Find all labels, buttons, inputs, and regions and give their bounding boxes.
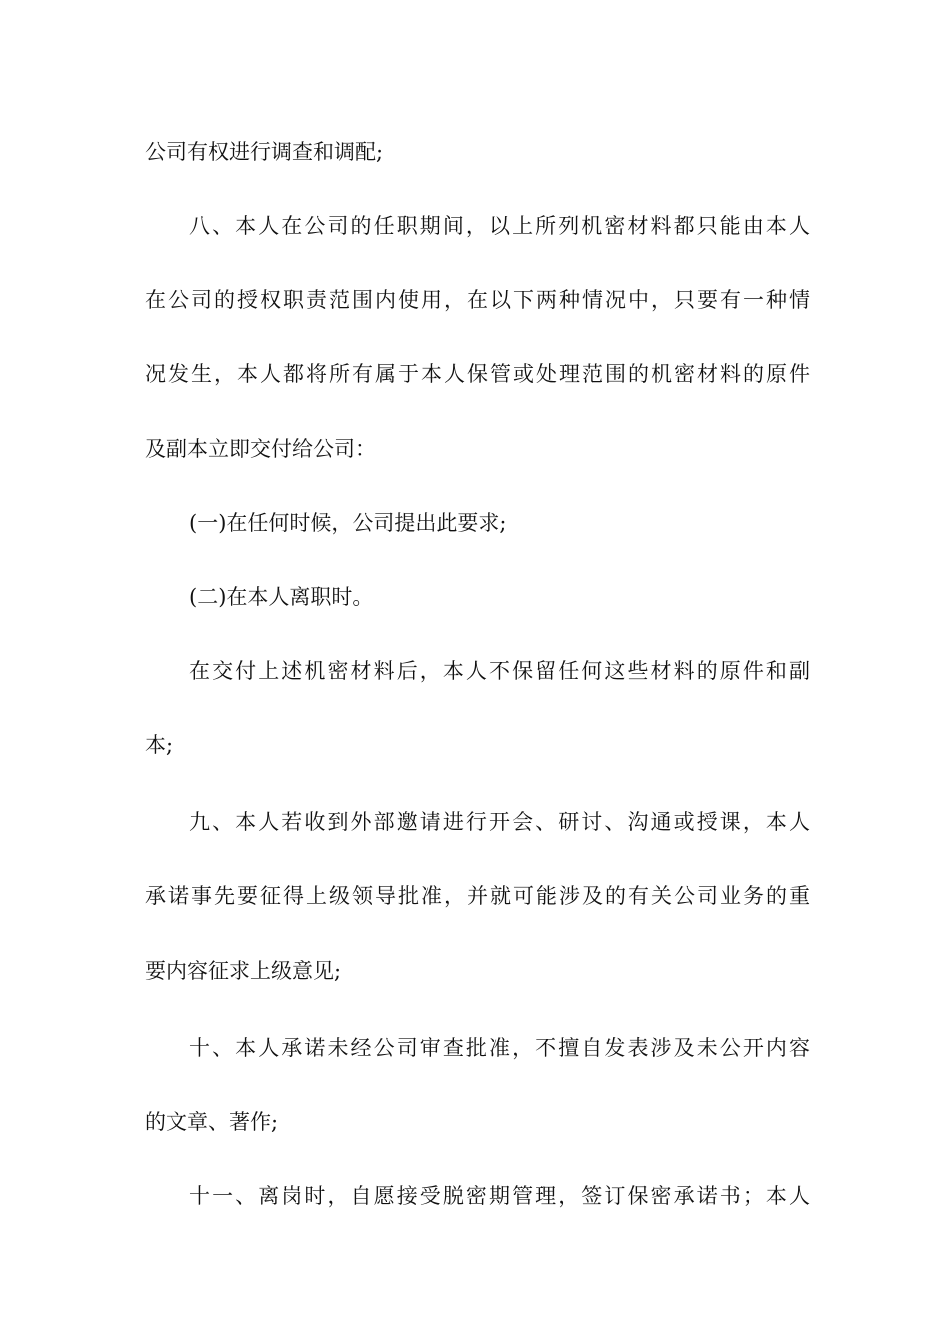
- text-line: 的文章、著作;: [145, 1110, 279, 1134]
- text-line: 八、本人在公司的任职期间，以上所列机密材料都只能由本人: [189, 214, 810, 238]
- text-line: 十、本人承诺未经公司审查批准，不擅自发表涉及未公开内容: [189, 1036, 810, 1060]
- text-line: 九、本人若收到外部邀请进行开会、研讨、沟通或授课，本人: [189, 810, 810, 834]
- text-line: 公司有权进行调查和调配;: [145, 140, 384, 164]
- text-line: 承诺事先要征得上级领导批准，并就可能涉及的有关公司业务的重: [145, 884, 810, 908]
- text-line: 及副本立即交付给公司：: [145, 437, 376, 461]
- text-line: (二)在本人离职时。: [189, 585, 374, 609]
- text-line: 况发生，本人都将所有属于本人保管或处理范围的机密材料的原件: [145, 362, 810, 386]
- text-line: 要内容征求上级意见;: [145, 959, 342, 983]
- text-line: (一)在任何时候，公司提出此要求;: [189, 511, 507, 535]
- text-line: 在交付上述机密材料后，本人不保留任何这些材料的原件和副: [189, 659, 810, 683]
- text-line: 在公司的授权职责范围内使用，在以下两种情况中，只要有一种情: [145, 288, 810, 312]
- text-line: 十一、离岗时，自愿接受脱密期管理，签订保密承诺书；本人: [189, 1184, 810, 1208]
- text-line: 本;: [145, 733, 174, 757]
